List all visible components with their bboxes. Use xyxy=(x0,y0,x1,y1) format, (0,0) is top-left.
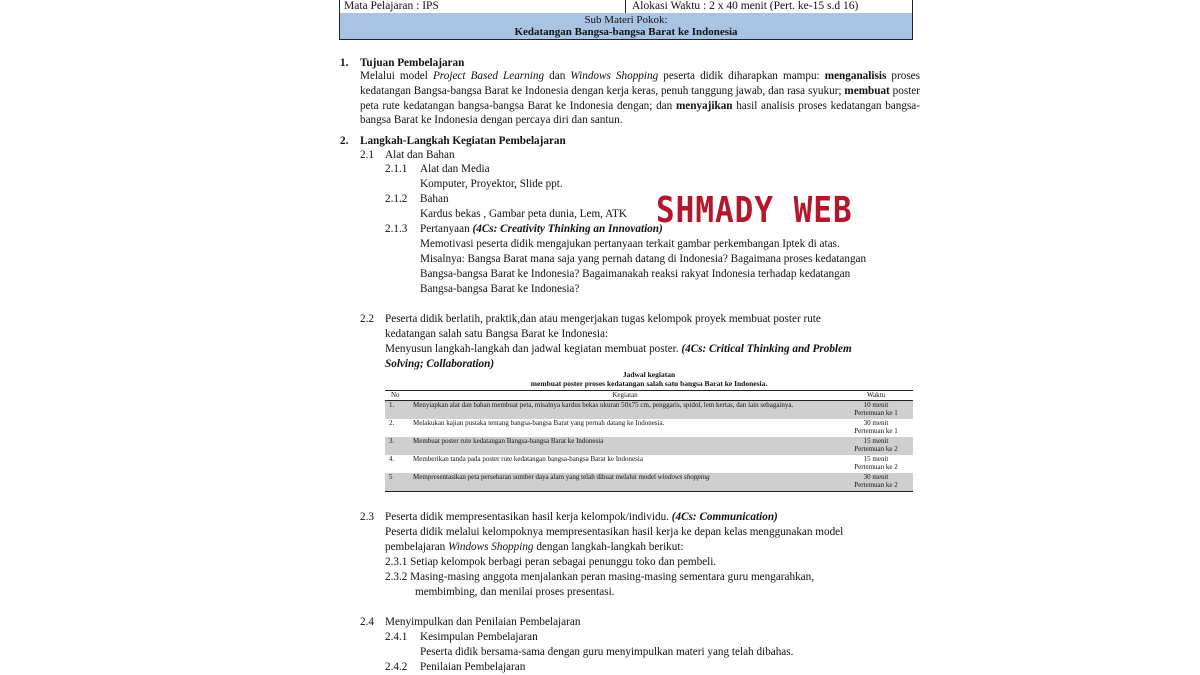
row-activity: Melakukan kajian pustaka tentang bangsa-bangsa Barat yang pernah datang ke Indonesia. xyxy=(413,418,665,427)
table-row xyxy=(385,437,913,455)
section-1-title: Tujuan Pembelajaran xyxy=(360,57,465,69)
text-run-italic: Project Based Learning xyxy=(432,70,545,82)
item-2-4-number: 2.4 xyxy=(360,616,374,628)
row-meeting: Pertemuan ke 2 xyxy=(854,481,898,489)
row-duration: 30 menit xyxy=(863,472,889,481)
table-subtitle: membuat poster proses kedatangan salah satu bangsa Barat ke Indonesia. xyxy=(530,379,768,388)
item-2-3-2-line-1: 2.3.2 Masing-masing anggota menjalankan peran masing-masing sementara guru mengarahkan, xyxy=(385,571,815,583)
table-title: Jadwal kegiatan xyxy=(622,370,676,379)
text-run-bold: menyajikan xyxy=(675,99,733,112)
item-2-3-1: 2.3.1 Setiap kelompok berbagi peran sebagai penunggu toko dan pembeli. xyxy=(385,556,717,568)
row-duration: 30 menit xyxy=(863,418,889,427)
row-number: 3. xyxy=(385,437,411,455)
sub-material-banner xyxy=(340,13,912,39)
row-activity: Menyiapkan alat dan bahan membuat peta, misalnya kardus bekas ukuran 50x75 cm, penggaris, spidol, lem kertas, dan lain sebagainya. xyxy=(411,400,839,419)
sub-material-title: Kedatangan Bangsa-bangsa Barat ke Indonesia xyxy=(514,26,738,38)
text-run-italic: Windows Shopping xyxy=(570,70,659,82)
table-row xyxy=(385,455,913,473)
row-number: 5 xyxy=(385,473,411,492)
item-2-2-line-1: Peserta didik berlatih, praktik,dan atau mengerjakan tugas kelompok proyek membuat poster rute xyxy=(385,313,821,325)
item-2-1-2-title: Bahan xyxy=(420,193,449,205)
row-number: 2. xyxy=(389,418,395,427)
row-time xyxy=(839,473,913,492)
sub-material-label: Sub Materi Pokok: xyxy=(584,14,668,26)
item-2-4-1-number: 2.4.1 xyxy=(385,631,408,643)
text-run: poster peta rute kedatangan bangsa-bangsa Barat ke Indonesia dengan; dan xyxy=(360,84,920,112)
text-run: proses kedatangan Bangsa-bangsa Barat ke Indonesia dengan kerja keras, penuh tanggung jawab, dan rasa syukur; xyxy=(360,70,921,97)
item-2-3-title xyxy=(385,510,778,525)
table-header-row xyxy=(385,391,913,401)
item-2-2-line-2: kedatangan salah satu Bangsa Barat ke Indonesia: xyxy=(385,328,609,340)
item-2-1-3-line-4: Bangsa-bangsa Barat ke Indonesia? xyxy=(420,283,580,295)
row-activity: Memberikan tanda pada poster rute kedatangan bangsa-bangsa Barat ke Indonesia xyxy=(413,454,643,463)
column-header-kegiatan: Kegiatan xyxy=(411,391,839,401)
watermark-logo: SHMADY WEB xyxy=(656,190,853,232)
text-run: dengan langkah-langkah berikut: xyxy=(533,541,684,553)
text-run: dan xyxy=(544,70,571,82)
item-2-1-3-line-1: Memotivasi peserta didik mengajukan pertanyaan terkait gambar perkembangan Iptek di atas. xyxy=(420,238,840,250)
text-run: Menyusun langkah-langkah dan jadwal kegiatan membuat poster. xyxy=(385,343,682,355)
row-activity xyxy=(411,473,839,492)
item-2-1-2-desc: Kardus bekas , Gambar peta dunia, Lem, ATK xyxy=(420,208,627,220)
text-run-bold: membuat xyxy=(844,84,890,97)
row-meeting: Pertemuan ke 1 xyxy=(854,427,898,435)
row-activity: Membuat poster rute kedatangan Bangsa-bangsa Barat ke Indonesia xyxy=(411,437,839,455)
column-header-waktu: Waktu xyxy=(839,391,913,401)
section-2-number: 2. xyxy=(340,135,349,147)
row-meeting: Pertemuan ke 2 xyxy=(854,463,898,471)
item-2-1-3-line-2: Misalnya: Bangsa Barat mana saja yang pernah datang di Indonesia? Bagaimana proses kedatangan xyxy=(420,253,867,265)
item-2-2-line-4: Solving; Collaboration) xyxy=(385,358,495,370)
text-run: Mempresentasikan peta persebaran sumber daya alam yang telah dibuat melalui model xyxy=(413,472,658,481)
item-2-4-1-desc: Peserta didik bersama-sama dengan guru menyimpulkan materi yang telah dibahas. xyxy=(420,646,794,658)
table-row xyxy=(385,400,913,419)
table-row xyxy=(385,419,913,437)
section-1-paragraph xyxy=(360,69,920,128)
item-2-4-1-title: Kesimpulan Pembelajaran xyxy=(420,631,538,643)
item-2-1-1-number: 2.1.1 xyxy=(385,163,408,175)
row-time xyxy=(839,400,913,419)
row-time xyxy=(839,437,913,455)
item-2-4-2-number: 2.4.2 xyxy=(385,661,408,673)
time-allocation-cell: Alokasi Waktu : 2 x 40 menit (Pert. ke-15 s.d 16) xyxy=(625,0,910,13)
text-run: hasil analisis proses kedatangan bangsa-bangsa Barat ke Indonesia dengan percaya diri dan santun. xyxy=(360,99,920,127)
item-2-4-title: Menyimpulkan dan Penilaian Pembelajaran xyxy=(385,616,581,628)
item-2-1-3-number: 2.1.3 xyxy=(385,223,408,235)
row-meeting: Pertemuan ke 2 xyxy=(854,445,898,453)
schedule-table xyxy=(385,390,913,492)
item-2-1-1-title: Alat dan Media xyxy=(420,163,490,175)
text-run-italic: Windows Shopping xyxy=(448,541,534,553)
row-number: 1. xyxy=(385,400,411,419)
row-duration: 15 menit xyxy=(863,454,889,463)
text-run: Melalui model xyxy=(360,70,433,82)
section-2-title: Langkah-Langkah Kegiatan Pembelajaran xyxy=(360,135,566,147)
item-2-1-number: 2.1 xyxy=(360,149,374,161)
text-run-bold: menganalisis xyxy=(824,70,887,82)
row-time xyxy=(839,419,913,437)
text-run-bold-italic: (4Cs: Communication) xyxy=(671,511,778,523)
item-2-1-2-number: 2.1.2 xyxy=(385,193,408,205)
row-duration: 10 menit xyxy=(863,400,889,409)
text-run-italic: windows shopping xyxy=(657,472,710,481)
text-run: Peserta didik mempresentasikan hasil kerja kelompok/individu. xyxy=(385,511,672,523)
text-run: Pertanyaan xyxy=(420,223,473,235)
text-run: pembelajaran xyxy=(385,541,449,553)
row-time xyxy=(839,455,913,473)
item-2-1-3-title xyxy=(420,222,663,237)
text-run-bold-italic: (4Cs: Critical Thinking and Problem xyxy=(681,343,852,355)
row-duration: 15 menit xyxy=(863,436,889,445)
row-number: 4. xyxy=(389,454,395,463)
item-2-4-2-title: Penilaian Pembelajaran xyxy=(420,661,526,673)
item-2-2-line-3 xyxy=(385,342,852,357)
item-2-1-3-line-3: Bangsa-bangsa Barat ke Indonesia? Bagaimanakah reaksi rakyat Indonesia terhadap kedatangan xyxy=(420,268,851,280)
item-2-2-number: 2.2 xyxy=(360,313,374,325)
column-header-no: No xyxy=(385,391,411,401)
item-2-1-1-desc: Komputer, Proyektor, Slide ppt. xyxy=(420,178,563,190)
item-2-3-line-1: Peserta didik melalui kelompoknya mempresentasikan hasil kerja ke depan kelas menggunakan model xyxy=(385,526,844,538)
item-2-3-2-line-2: membimbing, dan menilai proses presentasi. xyxy=(415,586,615,598)
table-row xyxy=(385,473,913,492)
text-run: peserta didik diharapkan mampu: xyxy=(658,70,825,82)
row-meeting: Pertemuan ke 1 xyxy=(854,409,898,417)
header-info-row xyxy=(340,0,912,14)
item-2-3-line-2 xyxy=(385,540,684,555)
item-2-1-title: Alat dan Bahan xyxy=(385,149,455,161)
header-box xyxy=(339,0,913,40)
text-run-bold-italic: (4Cs: Creativity Thinking an Innovation) xyxy=(472,223,663,235)
section-1-number: 1. xyxy=(340,57,349,69)
item-2-3-number: 2.3 xyxy=(360,511,374,523)
subject-cell: Mata Pelajaran : IPS xyxy=(344,0,439,12)
